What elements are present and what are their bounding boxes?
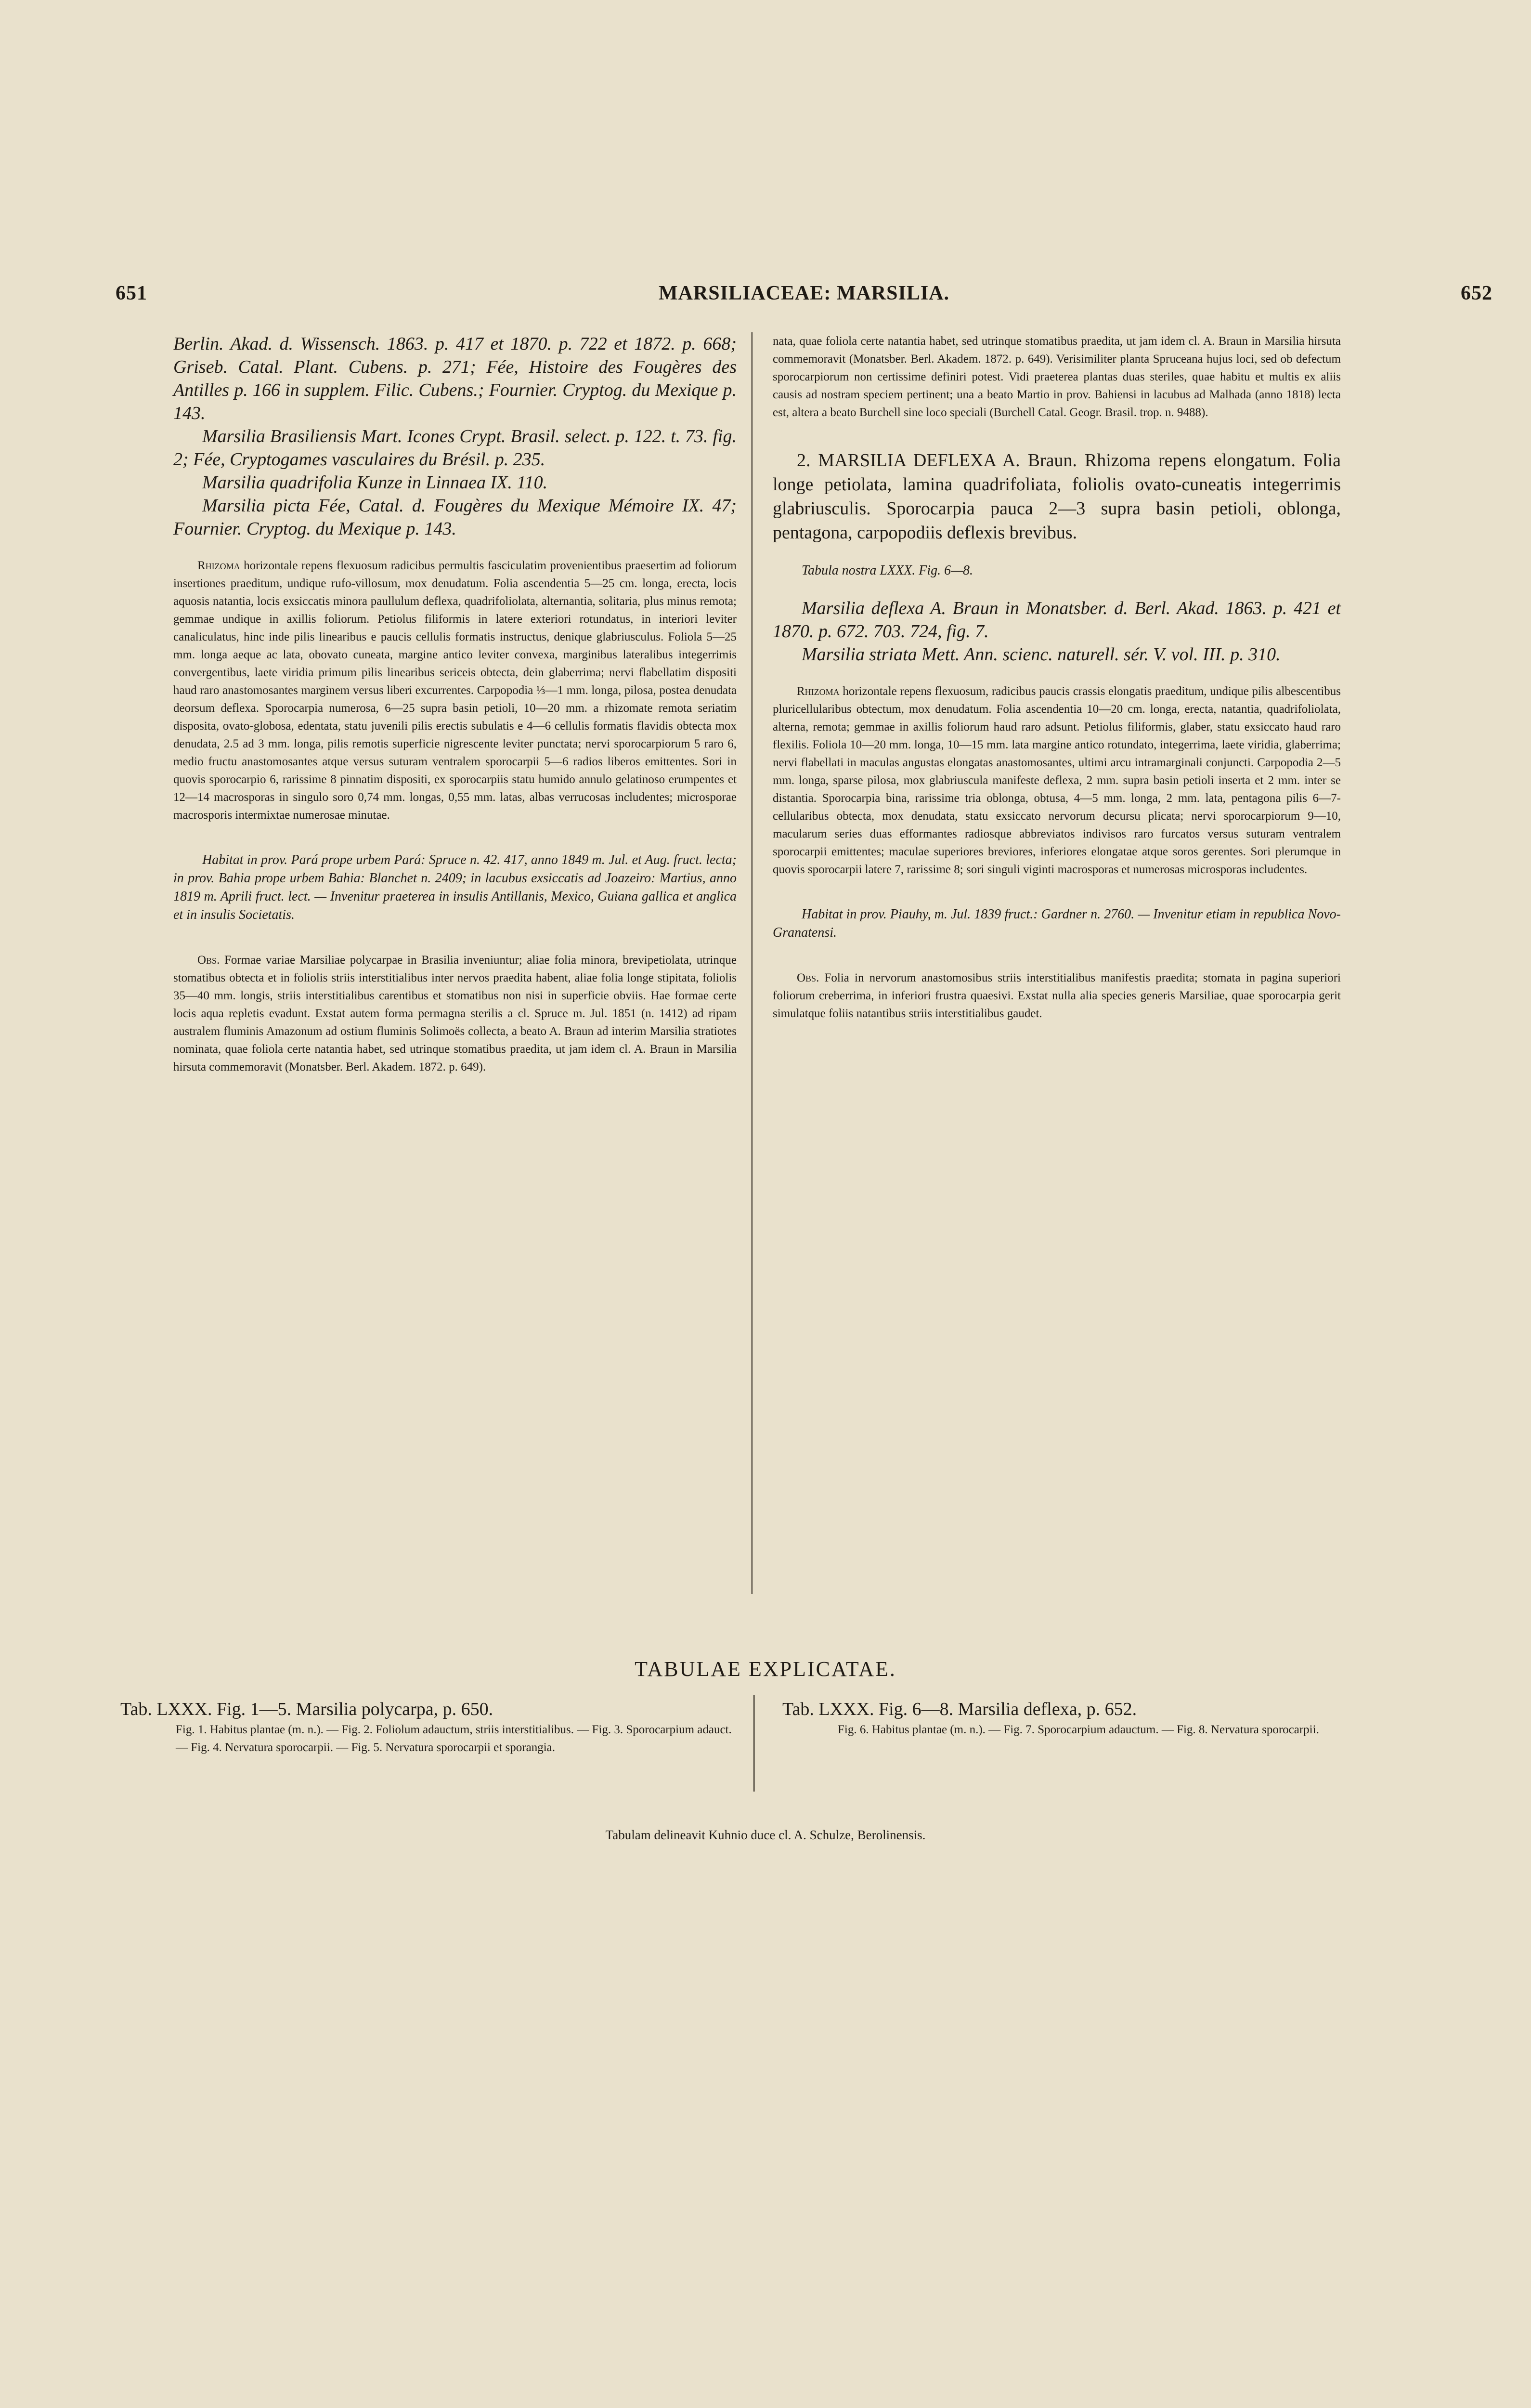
description-text: horizontale repens flexuosum radicibus permultis fasciculatim provenientibus praesertim ad foliorum insertiones praeditum, undique rufo-villosum, mox denudatum. Folia ascendentia 5—25 cm. longa, erecta, locis aquosis natantia, locis exsiccatis minora paullulum deflexa, quadrifoliolata, alternantia, solitaria, plus minus remota; gemmae undique in axillis foliorum. Petiolus filiformis in latere exteriori rotundatus, in interiori leviter canaliculatus, hinc inde pilis linearibus e paucis cellulis formatis instructus, denique glabriusculus. Foliola 5—25 mm. longa aeque ac lata, obovato cuneata, margine antico leviter convexa, marginibus lateralibus integerrimis convergentibus, laete viridia primum pilis linearibus sericeis obtecta, dein glaberrima; nervi flabellatim dispositi haud raro anastomosantes marginem versus liberi excurrentes. Carpopodia ⅓—1 mm. longa, pilosa, postea denudata deorsum deflexa. Sporocarpia numerosa, 6—25 supra basin petioli, 10—20 mm. a rhizomate remota seriatim disposita, ovato-globosa, edentata, statu juvenili pilis erectis subulatis e 4—6 cellulis formatis flavidis obtecta mox denudata, 2.5 ad 3 mm. longa, pilis remotis superficie nigrescente leviter punctata; nervi sporocarpiorum 5 raro 6, medio fructu anastomosantes atque versus suturam ventralem sporocarpii 5—6 radios liberos emittentes. Sori in quovis sporocarpio 6, rarissime 8 pinnatim dispositi, ex sporocarpiis statu humido annulo gelatinoso erumpentes et 12—14 macrosporas in singulo soro 0,74 mm. longas, 0,55 mm. latas, albas verrucosas includentes; microsporae macrosporis intermixtae numerosae minutae.	[173, 559, 737, 822]
citation: Marsilia Brasiliensis Mart. Icones Crypt. Brasil. select. p. 122. t. 73. fig. 2; Fée, Cryptogames vasculaires du Brésil. p. 235.	[173, 426, 737, 470]
tabula-heading: Tab. LXXX. Fig. 6—8. Marsilia deflexa, p. 652.	[782, 1699, 1137, 1719]
tabula-right	[782, 1698, 1360, 1739]
description-text: horizontale repens flexuosum, radicibus paucis crassis elongatis praeditum, undique pilis albescentibus pluricellularibus obtectum, mox denudatum. Folia ascendentia 10—20 cm. longa, erecta, natantia, quadrifoliolata, alterna, remota; gemmae in axillis foliorum haud raro adsunt. Petiolus filiformis, glaber, statu exsiccato haud raro flexilis. Foliola 10—20 mm. longa, 10—15 mm. lata margine antico rotundato, integerrima, laete viridia, glaberrima; nervi flabellati in maculas angustas elongatas anastomosantes, ultimi arcu intramarginali conjuncti. Carpopodia 2—5 mm. longa, sparse pilosa, mox glabriuscula manifeste deflexa, 2 mm. supra basin petioli inserta et 2 mm. inter se distantia. Sporocarpia bina, rarissime tria oblonga, obtusa, 4—5 mm. longa, 2 mm. lata, pentagona pilis 6—7-cellularibus obtecta, mox denudata, statu exsiccato nervorum decursu plicata; nervi sporocarpiorum 9—10, macularum series duas efformantes radiosque abbreviatos indivisos raro furcatos versus suturam ventralem sporocarpii emittentes; maculae superiores breviores, inferiores elongatae atque soros gerentes. Sori plerumque in quovis sporocarpii latere 7, rarissime 8; sori singuli viginti macrosporas et numerosas microsporas includentes.	[773, 685, 1341, 876]
species-diagnosis	[773, 448, 1341, 545]
synonymy-block	[173, 332, 737, 540]
page-number-left: 651	[116, 282, 147, 304]
rhizoma-label: Rhizoma	[797, 685, 840, 698]
obs-label: Obs.	[797, 971, 819, 984]
observation-block-right	[773, 969, 1341, 1022]
species-heading: 2. MARSILIA DEFLEXA A. Braun. Rhizoma repens elongatum. Folia longe petiolata, lamina quadrifoliata, foliolis ovato-cuneatis integerrimis glabriusculis. Sporocarpia pauca 2—3 supra basin petioli, oblonga, pentagona, carpopodiis deflexis brevibus.	[773, 450, 1341, 543]
observation-text: Folia in nervorum anastomosibus striis interstitialibus manifestis praedita; stomata in pagina superiori foliorum creberrima, in inferiori frustra quaesivi. Exstat nulla alia species generis Marsiliae, quae sporocarpia gerit simulatque foliis natantibus striis interstitialibus gaudet.	[773, 971, 1341, 1020]
tabula-details: Fig. 6. Habitus plantae (m. n.). — Fig. 7. Sporocarpium adauctum. — Fig. 8. Nervatura sporocarpii.	[838, 1723, 1319, 1736]
tabula-reference: Tabula nostra LXXX. Fig. 6—8.	[802, 563, 973, 578]
observation-paragraph	[773, 969, 1341, 1022]
observation-paragraph	[173, 951, 737, 1076]
observation-block	[173, 951, 737, 1076]
description-paragraph	[773, 682, 1341, 878]
habitat-text: Habitat in prov. Pará prope urbem Pará: Spruce n. 42. 417, anno 1849 m. Jul. et Aug. fruct. lecta; in prov. Bahia prope urbem Bahia: Blanchet n. 2409; in lacubus exsiccatis ad Joazeiro: Martius, anno 1819 m. Aprili fruct. lect. — Invenitur praeterea in insulis Antillanis, Mexico, Guiana gallica et anglica et in insulis Societatis.	[173, 852, 737, 922]
observation-text: Formae variae Marsiliae polycarpae in Brasilia inveniuntur; aliae folia minora, brevipetiolata, utrinque stomatibus obtecta et in foliolis striis interstitialibus inter nervos praedita habent, aliae folia longe stipitata, foliolis 35—40 mm. longis, striis interstitialibus carentibus et stomatibus non nisi in superficie obviis. Hae formae certe locis aqua repletis evadunt. Exstat autem forma permagna sterilis a cl. Spruce m. Jul. 1851 (n. 1412) ad ripam australem fluminis Amazonum ad ostium fluminis Solimoës collecta, a beato A. Braun ad interim Marsilia stratiotes nominata, quae foliola certe natantia habet, sed utrinque stomatibus praedita, ut jam idem cl. A. Braun in Marsilia hirsuta commemoravit (Monatsber. Berl. Akadem. 1872. p. 649).	[173, 954, 737, 1073]
page-header	[116, 282, 1492, 315]
tabula-left	[120, 1698, 741, 1756]
running-title: MARSILIACEAE: MARSILIA.	[658, 282, 950, 304]
right-citations	[773, 561, 1341, 666]
habitat-text: Habitat in prov. Piauhy, m. Jul. 1839 fruct.: Gardner n. 2760. — Invenitur etiam in republica Novo-Granatensi.	[773, 907, 1341, 940]
continued-text: nata, quae foliola certe natantia habet, sed utrinque stomatibus praedita, ut jam idem cl. A. Braun in Marsilia hirsuta commemoravit (Monatsber. Berl. Akadem. 1872. p. 649). Verisimiliter planta Spruceana hujus loci, sed ob defectum sporocarpiorum non certissime definiri potest. Vidi praeterea plantas duas steriles, quae habitu et multis ex aliis causis ad nostram speciem pertinent; una a beato Martio in prov. Bahiensi in lacubus ad Malhada (anno 1818) lecta est, altera a beato Burchell sine loco speciali (Burchell Catal. Geogr. Brasil. trop. n. 9488).	[773, 335, 1341, 419]
habitat-block-right	[773, 905, 1341, 942]
citation: Marsilia deflexa A. Braun in Monatsber. d. Berl. Akad. 1863. p. 421 et 1870. p. 672. 703. 724, fig. 7.	[773, 598, 1341, 641]
tabula-heading: Tab. LXXX. Fig. 1—5. Marsilia polycarpa, p. 650.	[120, 1699, 493, 1719]
tabulae-column-rule	[753, 1695, 755, 1792]
right-column	[773, 332, 1341, 1022]
description-paragraph	[173, 557, 737, 824]
rhizoma-label: Rhizoma	[197, 559, 240, 572]
page-number-right: 652	[1461, 282, 1492, 304]
description-block	[173, 557, 737, 824]
continued-block	[773, 332, 1341, 421]
illustrator-credit: Tabulam delineavit Kuhnio duce cl. A. Schulze, Berolinensis.	[605, 1828, 926, 1842]
description-block-right	[773, 682, 1341, 878]
citation: Marsilia picta Fée, Catal. d. Fougères du Mexique Mémoire IX. 47; Fournier. Cryptog. du Mexique p. 143.	[173, 496, 737, 539]
obs-label: Obs.	[197, 954, 220, 967]
tabulae-title: TABULAE EXPLICATAE.	[635, 1657, 896, 1681]
citation: Marsilia striata Mett. Ann. scienc. naturell. sér. V. vol. III. p. 310.	[802, 644, 1281, 665]
column-rule	[751, 332, 753, 1594]
citation: Marsilia quadrifolia Kunze in Linnaea IX. 110.	[202, 472, 548, 493]
citation: Berlin. Akad. d. Wissensch. 1863. p. 417 et 1870. p. 722 et 1872. p. 668; Griseb. Catal. Plant. Cubens. p. 271; Fée, Histoire des Fougères des Antilles p. 166 in supplem. Filic. Cubens.; Fournier. Cryptog. du Mexique p. 143.	[173, 334, 737, 423]
left-column	[173, 332, 737, 1076]
habitat-block	[173, 851, 737, 924]
tabula-details: Fig. 1. Habitus plantae (m. n.). — Fig. 2. Foliolum adauctum, striis interstitialibus. — Fig. 3. Sporocarpium adauct. — Fig. 4. Nervatura sporocarpii. — Fig. 5. Nervatura sporocarpii et sporangia.	[176, 1723, 732, 1754]
